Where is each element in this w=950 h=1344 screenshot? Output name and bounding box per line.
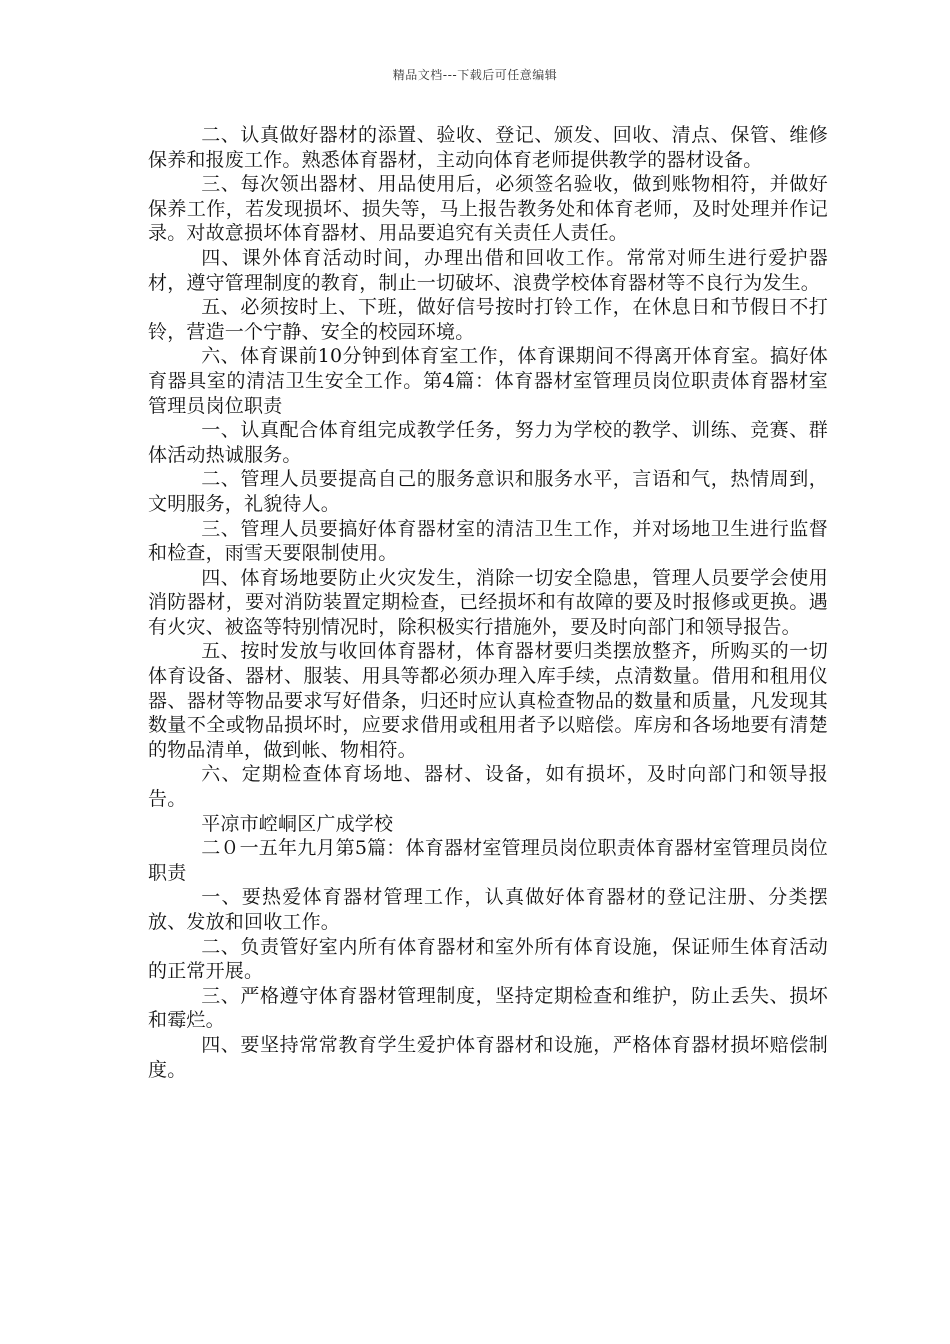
paragraph: 三、每次领出器材、用品使用后，必须签名验收，做到账物相符，并做好保养工作，若发现损坏、损失等，马上报告教务处和体育老师，及时处理并作记录。对故意损坏体育器材、用品要追究有关责任人责任。 xyxy=(148,173,828,245)
paragraph: 六、定期检查体育场地、器材、设备，如有损坏，及时向部门和领导报告。 xyxy=(148,763,828,811)
paragraph: 二０一五年九月第5篇：体育器材室管理员岗位职责体育器材室管理员岗位职责 xyxy=(148,837,828,884)
paragraph: 三、严格遵守体育器材管理制度，坚持定期检查和维护，防止丢失、损坏和霉烂。 xyxy=(148,984,828,1032)
paragraph: 四、课外体育活动时间，办理出借和回收工作。常常对师生进行爱护器材，遵守管理制度的教育，制止一切破坏、浪费学校体育器材等不良行为发生。 xyxy=(148,246,828,294)
paragraph: 四、要坚持常常教育学生爱护体育器材和设施，严格体育器材损坏赔偿制度。 xyxy=(148,1033,828,1081)
school-name: 平凉市崆峒区广成学校 xyxy=(201,812,394,835)
document-body xyxy=(148,123,828,1082)
paragraph: 一、要热爱体育器材管理工作，认真做好体育器材的登记注册、分类摆放、发放和回收工作。 xyxy=(148,886,828,933)
paragraph: 六、体育课前10分钟到体育室工作，体育课期间不得离开体育室。搞好体育器具室的清洁卫生安全工作。第4篇：体育器材室管理员岗位职责体育器材室管理员岗位职责 xyxy=(148,345,828,417)
paragraph: 四、体育场地要防止火灾发生，消除一切安全隐患，管理人员要学会使用消防器材，要对消防装置定期检查，已经损坏和有故障的要及时报修或更换。遇有火灾、被盗等特别情况时，除积极实行措施外，要及时向部门和领导报告。 xyxy=(148,566,828,638)
paragraph: 五、按时发放与收回体育器材，体育器材要归类摆放整齐，所购买的一切体育设备、器材、服装、用具等都必须办理入库手续，点清数量。借用和租用仪器、器材等物品要求写好借条，归还时应认真检查物品的数量和质量，凡发现其数量不全或物品损坏时，应要求借用或租用者予以赔偿。库房和各场地要有清楚的物品清单，做到帐、物相符。 xyxy=(148,640,828,761)
page-header: 精品文档---下载后可任意编辑 xyxy=(392,68,558,82)
paragraph: 二、管理人员要提高自己的服务意识和服务水平，言语和气，热情周到，文明服务，礼貌待人。 xyxy=(148,468,828,515)
paragraph: 二、负责管好室内所有体育器材和室外所有体育设施，保证师生体育活动的正常开展。 xyxy=(148,935,828,983)
paragraph: 三、管理人员要搞好体育器材室的清洁卫生工作，并对场地卫生进行监督和检查，雨雪天要限制使用。 xyxy=(148,517,828,565)
paragraph: 一、认真配合体育组完成教学任务，努力为学校的教学、训练、竞赛、群体活动热诚服务。 xyxy=(148,419,828,466)
paragraph: 五、必须按时上、下班，做好信号按时打铃工作，在休息日和节假日不打铃，营造一个宁静、安全的校园环境。 xyxy=(148,296,828,343)
paragraph: 二、认真做好器材的添置、验收、登记、颁发、回收、清点、保管、维修保养和报废工作。熟悉体育器材，主动向体育老师提供教学的器材设备。 xyxy=(148,124,828,171)
